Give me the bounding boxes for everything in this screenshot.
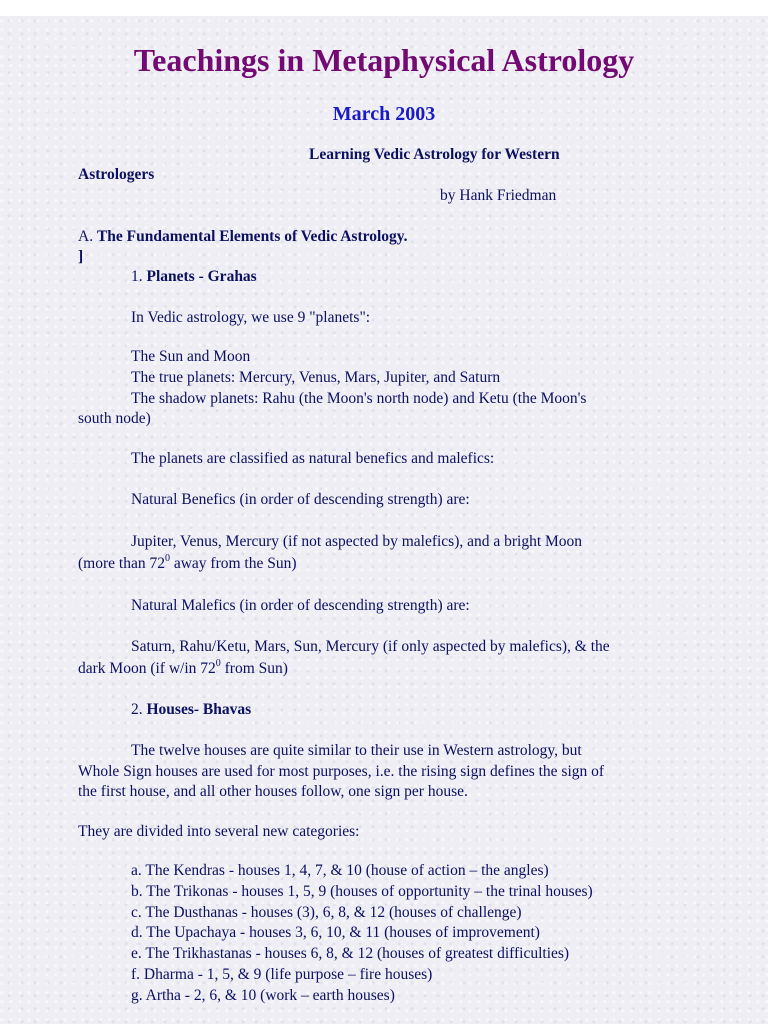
category-item: f. Dharma - 1, 5, & 9 (life purpose – fire houses)	[131, 966, 433, 983]
degree-sup: 0	[215, 657, 221, 669]
planets-line-true-planets: The true planets: Mercury, Venus, Mars, Jupiter, and Saturn	[131, 369, 501, 386]
benefics-heading: Natural Benefics (in order of descending strength) are:	[131, 491, 470, 508]
category-item: e. The Trikhastanas - houses 6, 8, & 12 (houses of greatest difficulties)	[131, 945, 570, 962]
categories-intro: They are divided into several new categories:	[78, 823, 360, 840]
article-heading-line1: Learning Vedic Astrology for Western	[309, 146, 560, 163]
top-margin-bar	[0, 0, 768, 16]
planets-line-shadow-planets: The shadow planets: Rahu (the Moon's north node) and Ketu (the Moon's	[131, 390, 587, 407]
planets-heading	[131, 267, 257, 288]
benefics-list-line2	[78, 554, 297, 575]
benefics-text-b: away from the Sun)	[169, 555, 297, 572]
houses-paragraph-line1: The twelve houses are quite similar to their use in Western astrology, but	[131, 742, 582, 759]
page-title: Teachings in Metaphysical Astrology	[133, 42, 635, 78]
category-item: a. The Kendras - houses 1, 4, 7, & 10 (house of action – the angles)	[131, 862, 549, 879]
category-item: b. The Trikonas - houses 1, 5, 9 (houses of opportunity – the trinal houses)	[131, 883, 593, 900]
stray-bracket: ]	[78, 248, 84, 265]
benefics-text-a: (more than 72	[78, 555, 165, 572]
malefics-list-line2	[78, 659, 288, 680]
category-item: g. Artha - 2, 6, & 10 (work – earth houses)	[131, 987, 395, 1004]
malefics-list-line1: Saturn, Rahu/Ketu, Mars, Sun, Mercury (if only aspected by malefics), & the	[131, 638, 610, 655]
malefics-text-a: dark Moon (if w/in 72	[78, 660, 216, 677]
malefics-text-b: from Sun)	[220, 660, 288, 677]
houses-heading	[131, 700, 251, 721]
houses-paragraph-line3: the first house, and all other houses follow, one sign per house.	[78, 783, 468, 800]
planets-line-shadow-planets-cont: south node)	[78, 410, 151, 427]
issue-date: March 2003	[332, 103, 436, 125]
degree-sup: 0	[164, 552, 170, 564]
section-a-title: The Fundamental Elements of Vedic Astrology.	[96, 228, 408, 245]
section-a-prefix: A.	[78, 228, 94, 245]
planets-number: 1.	[131, 268, 143, 285]
houses-number: 2.	[131, 701, 143, 718]
planets-line-sun-moon: The Sun and Moon	[131, 348, 251, 365]
section-a-heading	[78, 227, 408, 248]
category-item: d. The Upachaya - houses 3, 6, 10, & 11 (houses of improvement)	[131, 924, 540, 941]
category-item: c. The Dusthanas - houses (3), 6, 8, & 12 (houses of challenge)	[131, 904, 522, 921]
article-byline: by Hank Friedman	[440, 187, 557, 204]
planets-intro: In Vedic astrology, we use 9 "planets":	[131, 309, 371, 326]
planets-classified: The planets are classified as natural benefics and malefics:	[131, 450, 495, 467]
article-heading-line2: Astrologers	[78, 166, 155, 183]
malefics-heading: Natural Malefics (in order of descending strength) are:	[131, 597, 470, 614]
planets-title: Planets - Grahas	[146, 268, 257, 285]
houses-paragraph-line2: Whole Sign houses are used for most purposes, i.e. the rising sign defines the sign of	[78, 763, 605, 780]
benefics-list-line1: Jupiter, Venus, Mercury (if not aspected by malefics), and a bright Moon	[131, 533, 583, 550]
houses-title: Houses- Bhavas	[146, 701, 252, 718]
